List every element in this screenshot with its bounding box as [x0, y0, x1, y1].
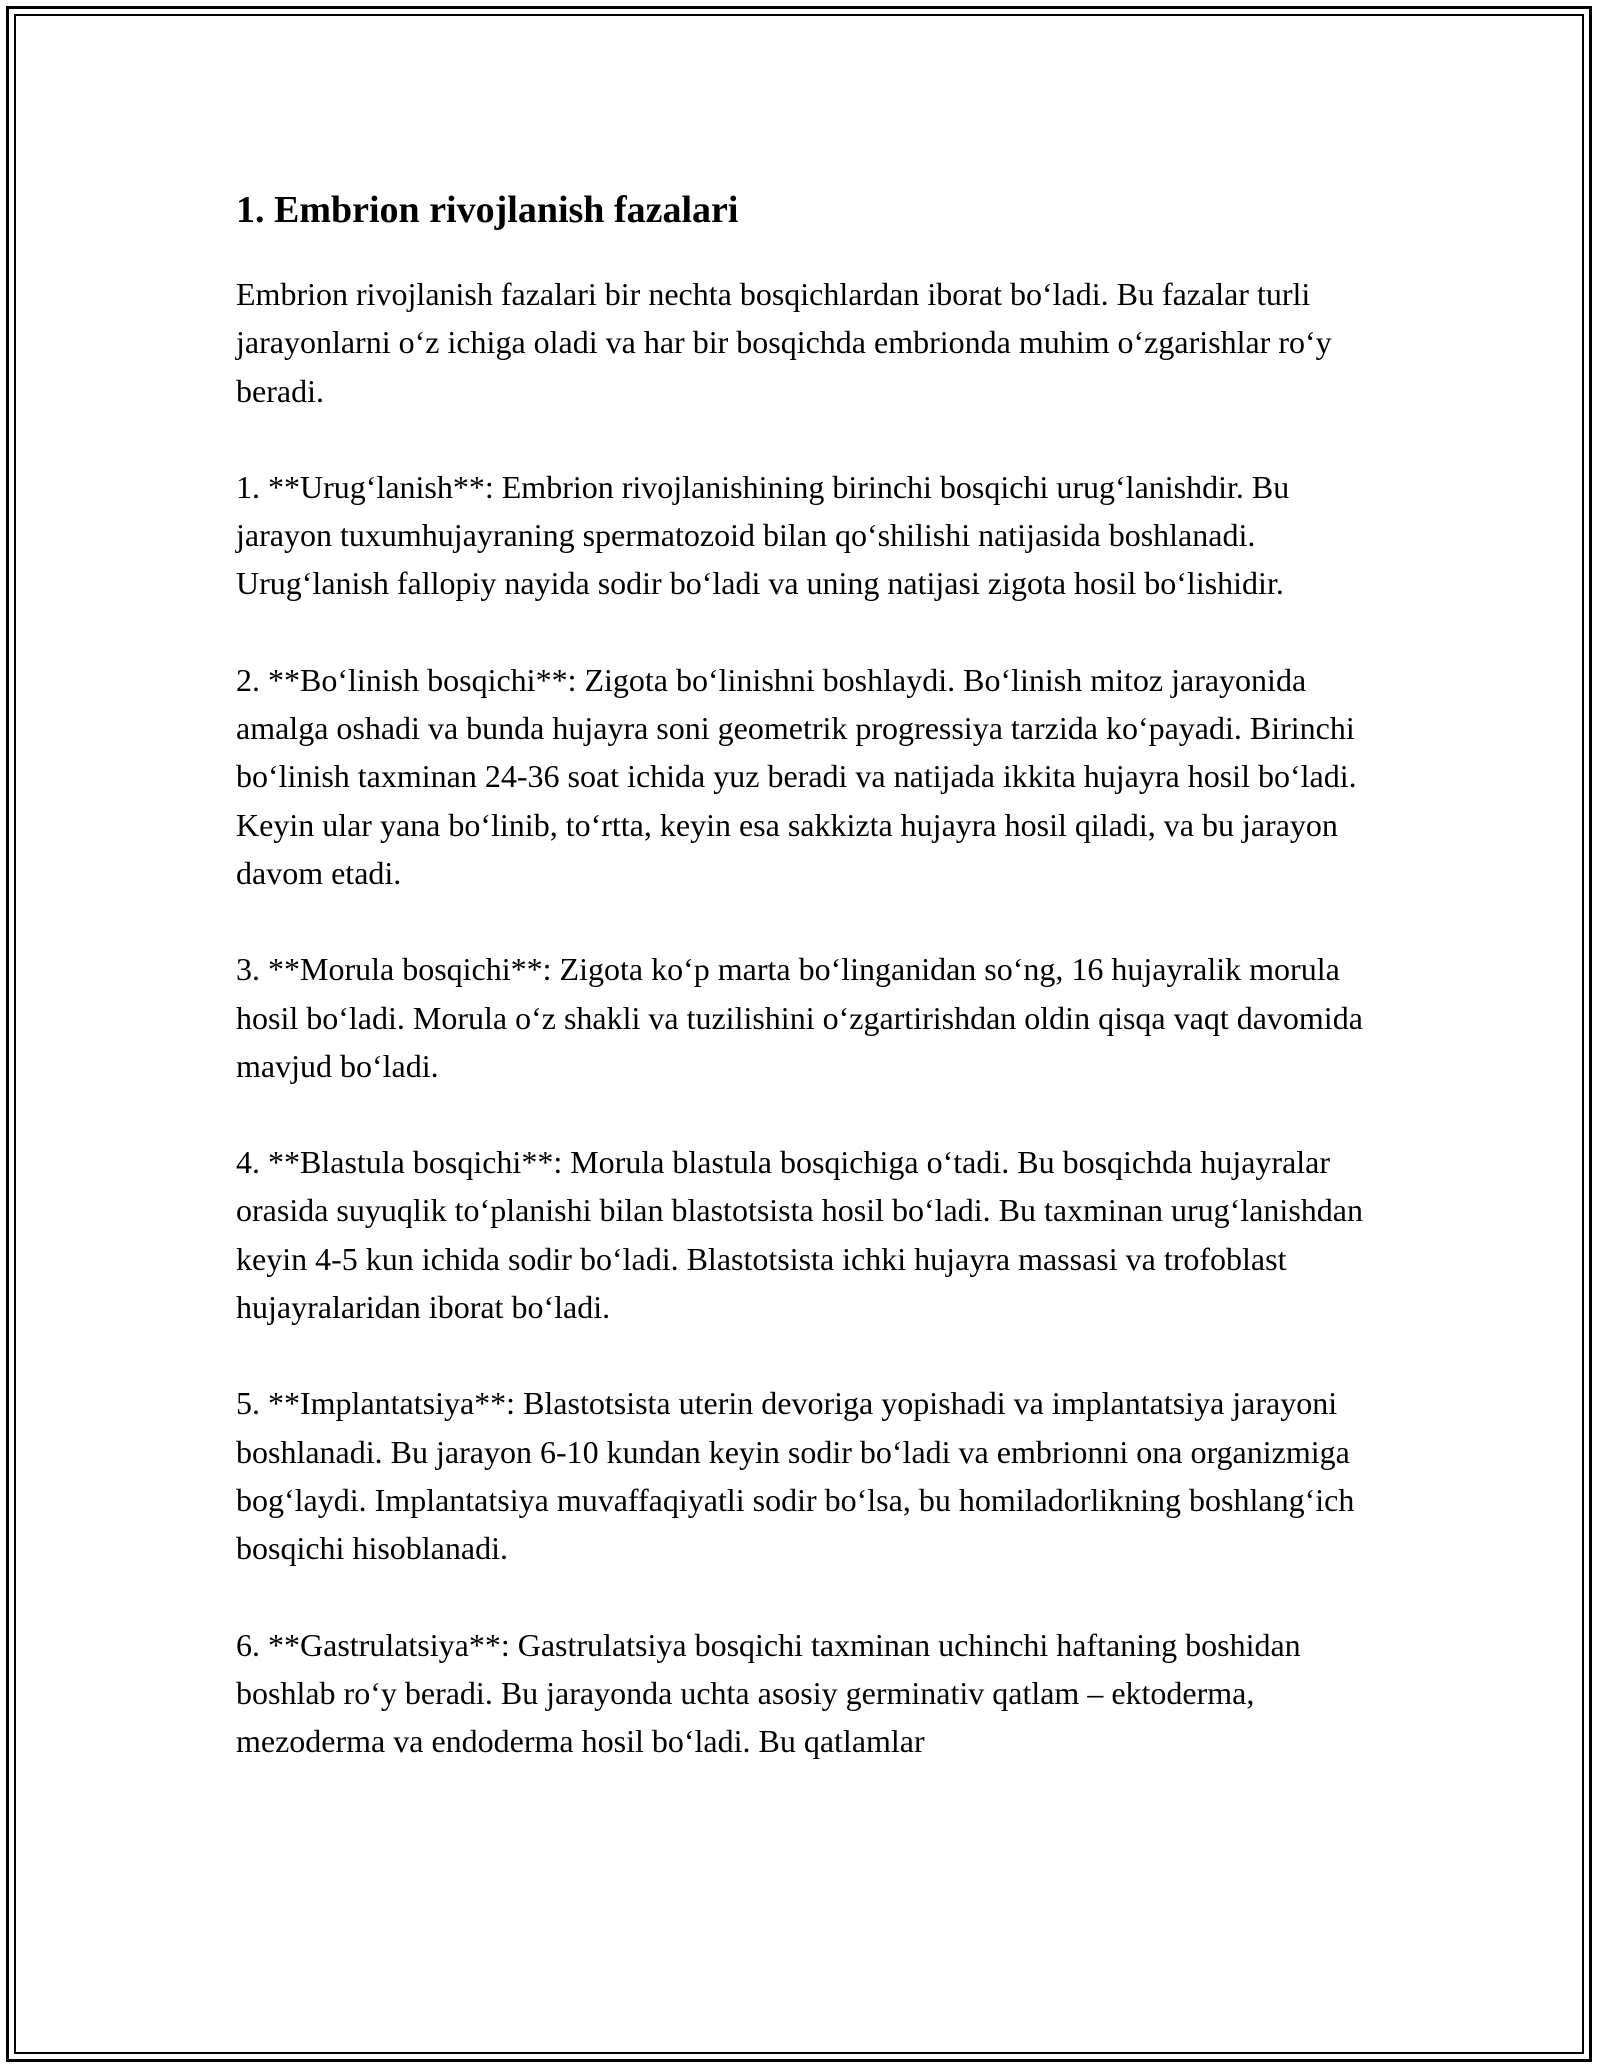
- document-body: [236, 186, 1366, 1765]
- section-heading: 1. Embrion rivojlanish fazalari: [236, 189, 739, 231]
- paragraph-fertilization: 1. **Urug‘lanish**: Embrion rivojlanishining birinchi bosqichi urug‘lanishdir. Bu jarayon tuxumhujayraning spermatozoid bilan qo‘shilishi natijasida boshlanadi. Urug‘lanish fallopiy nayida sodir bo‘ladi va uning natijasi zigota hosil bo‘lishidir.: [236, 468, 1290, 602]
- intro-paragraph: Embrion rivojlanish fazalari bir nechta bosqichlardan iborat bo‘ladi. Bu fazalar turli jarayonlarni o‘z ichiga oladi va har bir bosqichda embrionda muhim o‘zgarishlar ro‘y beradi.: [236, 276, 1332, 409]
- paragraph-gastrulation: 6. **Gastrulatsiya**: Gastrulatsiya bosqichi taxminan uchinchi haftaning boshidan boshlab ro‘y beradi. Bu jarayonda uchta asosiy germinativ qatlam – ektoderma, mezoderma va endoderma hosil bo‘ladi. Bu qatlamlar: [236, 1626, 1301, 1760]
- paragraph-blastula: 4. **Blastula bosqichi**: Morula blastula bosqichiga o‘tadi. Bu bosqichda hujayralar orasida suyuqlik to‘planishi bilan blastotsista hosil bo‘ladi. Bu taxminan urug‘lanishdan keyin 4-5 kun ichida sodir bo‘ladi. Blastotsista ichki hujayra massasi va trofoblast hujayralaridan iborat bo‘ladi.: [236, 1144, 1363, 1326]
- paragraph-implantation: 5. **Implantatsiya**: Blastotsista uterin devoriga yopishadi va implantatsiya jarayoni boshlanadi. Bu jarayon 6-10 kundan keyin sodir bo‘ladi va embrionni ona organizmiga bog‘laydi. Implantatsiya muvaffaqiyatli sodir bo‘lsa, bu homiladorlikning boshlang‘ich bosqichi hisoblanadi.: [236, 1385, 1355, 1567]
- paragraph-morula: 3. **Morula bosqichi**: Zigota ko‘p marta bo‘linganidan so‘ng, 16 hujayralik morula hosil bo‘ladi. Morula o‘z shakli va tuzilishini o‘zgartirishdan oldin qisqa vaqt davomida mavjud bo‘ladi.: [236, 951, 1363, 1084]
- paragraph-cleavage: 2. **Bo‘linish bosqichi**: Zigota bo‘linishni boshlaydi. Bo‘linish mitoz jarayonida amalga oshadi va bunda hujayra soni geometrik progressiya tarzida ko‘payadi. Birinchi bo‘linish taxminan 24-36 soat ichida yuz beradi va natijada ikkita hujayra hosil bo‘ladi. Keyin ular yana bo‘linib, to‘rtta, keyin esa sakkizta hujayra hosil qiladi, va bu jarayon davom etadi.: [236, 661, 1357, 891]
